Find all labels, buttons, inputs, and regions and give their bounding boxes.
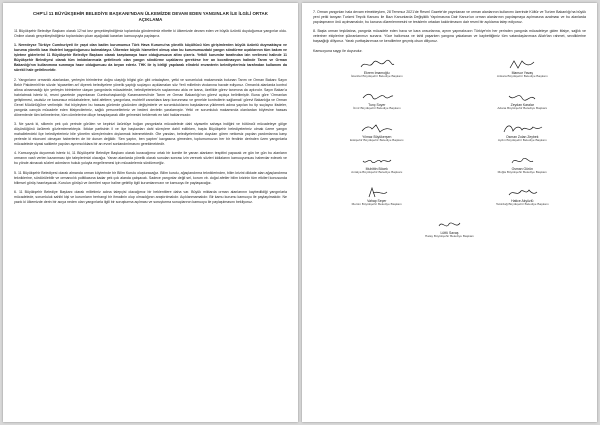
signature-item [313, 186, 441, 216]
handwritten-signature-icon [347, 186, 407, 199]
signatory-role: İstanbul Büyükşehir Belediye Başkanı [350, 74, 403, 79]
signatory-name: Yılmaz Büyükerşen [362, 134, 392, 139]
paragraph-2: 2. Yangınların ormanlık alanlardan, yerleşim birimlerine doğru ulaştığı bilgisi gün gibi ortadayken, yetki ve sorumluluk makamında bulunan Tarım ve Orman Bakanı Sayın Bekir Pakdemirli'nin sözde 'siyasetten ari' diyerek belediyelere yönelik yaptığı suçlayıcı açıklamaları söz Yerli milletinin vicdanına havale ediyoruz. Ormanlık alanlarda kontrol altına alınamadığı için yerleşim birimlerine ulaşan yangınlarla mücadelede, belediyelerimizin suçlanması akla ve izana, özellikle görev tanımına da aykırıdır. Sayın Bakan'a hatırlatmak isteriz ki, resmi gazetede yayımlanan Cumhurbaşkanlığı Kararnamesi'nde Tarım ve Orman Bakanlığı'nın görevi açıkça belirtilmiştir. Buna göre 'Ormanları geliştirmesi, usulsüz ve kanunsuz müdahalelere, tabii afetlere, yangınlara, muhtelif zararlılara karşı korunması ve genelde kontrollerin sağlamak' görevi Bakanlığa ve Orman Genel Müdürlüğü'ne verilmiştir. Hal böyleyken bu hassas günlerde gücünden değişimlerle ve sorumluluklarını başkalarına yüklemek adına yapılan bu tip suçlayıcı ifadeler, yangınla canıyla mücadele eden itfaiyecilerimiz, sağlık personellerimiz ve bedeni devletin yaralamıştır. Yetki ve sorumluluk makamında olanlardan böylesine hassas dönemlerde tüm kelimelerine, tüm cümlelerine dikçe hesaplayarak dille gelmesini beklemek en tabi haklarımızdır. [14, 77, 287, 117]
paragraph-8: 8. Başta orman teşkilatına, yangınla mücadele eden hava ve kara unsurlarına, ayrım yapmaksızın Türkiye'nin her yerinden yangınla mücadeleye giden itfaiye, sağlık ve veteriner ekiplerine şükranlarımızı sunarız. Yüce halkımıza ve tahli yaşarken yangına yakalanan ve kaybettiğimiz tüm vatandaşlarımıza Allah'tan rahmet, sevdiklerine başsağlığı diliyoruz. Yaralı yurttaşlarımıza ve kendilerine geçmiş olsun diliyoruz. [313, 29, 586, 44]
handwritten-signature-icon [347, 122, 407, 135]
handwritten-signature-icon [347, 90, 407, 103]
signatory-role: İzmir Büyükşehir Belediye Başkanı [352, 106, 401, 111]
signature-item [459, 90, 587, 120]
paragraph-1: 1. Neredeyse Türkiye Cumhuriyeti ile yaşıt olan kadim kurumumuz Türk Hava Kurumu'na yönelik küçültücü tüm girişimlerden büyük üzüntü duymaktayız ve kuruma yönelik bazı ifadeleri kaygıdoğurucu bulmaktayız. Ülkemize büyük hizmetleri olmuş olan bu kurumumuzdaki yangın söndürme uçaklarının tüm bakım ve işletme giderlerini 11 Büyükşehir Belediye Başkanı olarak karşılamaya hazır olduğumuzun altını çizeriz. Yetkili kurumlar tarafından izin verilmesi halinde 11 Büyükşehir Belediyesi olarak tüm imkânlarımızla getirilecek olan yangın söndürme uçaklarını gerekirse her an koordinasyon halinde Tarım ve Orman Bakanlığı'nın kullanımına sunmaya hazır olduğumuzu da beyan ederiz. THK ile iş birliği yapılarak elindeki envanterin belediyelerimiz tarafından kullanımı da sürekli hale getirilecektir. [14, 43, 287, 73]
signatory-role: Adana Büyükşehir Belediye Başkanı [497, 106, 548, 111]
handwritten-signature-icon [492, 122, 552, 135]
handwritten-signature-icon [492, 154, 552, 167]
signatory-role: Eskişehir Büyükşehir Belediye Başkanı [350, 138, 404, 143]
paragraph-6: 6. 11 Büyükşehir Belediye Başkanı olarak milletimiz adına talepçisi olacağımız bir beklentilere daha var. Büyük miktarda orman alanlarının kaybedildiği yangınlarla mücadelede, sorumluluk sahibi kişi ve kurumların herhangi bir ihmalinin olup olmadığının araştırılmalıdır. Açıklanmamalıdır. Bir kamu kurumu kamuoyu ile paylaşılmalıdır. Ne yazık ki ülkemizde derin bir acıya neden olan yangınlarla ilgili bir soruşturma açılması ve soruşturma sonuçlarının kamuoyu ile paylaşılmasını bekliyoruz. [14, 189, 287, 204]
left-page [3, 3, 298, 422]
handwritten-signature-icon [347, 154, 407, 167]
signatory-name: Tunç Soyer [368, 102, 386, 107]
signatory-name: Ekrem İmamoğlu [363, 70, 390, 75]
signature-item [459, 186, 587, 216]
signatory-name: Lütfü Savaş [440, 230, 459, 235]
signatory-role: Mersin Büyükşehir Belediye Başkanı [351, 202, 402, 207]
signature-item [459, 154, 587, 184]
signatory-role: Muğla Büyükşehir Belediye Başkanı [497, 170, 547, 175]
signature-item [313, 58, 441, 88]
signatory-name: Hatice Akyüzlü [511, 198, 534, 203]
signature-block [313, 58, 586, 248]
signatory-role: Ankara Büyükşehir Belediye Başkanı [496, 74, 548, 79]
document-title: CHP'Lİ 11 BÜYÜKŞEHİR BELEDİYE BAŞKANI'NDAN ÜLKEMİZDE DEVAM EDEN YANGINLAR İLE İLGİLİ ORTAK AÇIKLAMA [33, 11, 268, 22]
handwritten-signature-icon [347, 58, 407, 71]
signatory-name: Osman Gürün [511, 166, 533, 171]
signatory-name: Vahap Seçer [367, 198, 387, 203]
signatory-name: Muhittin Böcek [365, 166, 388, 171]
signatory-name: Osman Zolan Zeybek [506, 134, 539, 139]
handwritten-signature-icon [420, 218, 480, 231]
signatory-name: Mansur Yavaş [511, 70, 533, 75]
handwritten-signature-icon [492, 90, 552, 103]
paragraph-5: 5. 11 Büyükşehir Belediyesi olarak almanda orman köylerinde bir Bilim Kurulu oluşturacağız. Bilim kurulu, ağaçlandırma tekniklerinden, bilim krizini dikkate alan ağaçlandırma tekniklerine, sürdürülebilir ve ormancılık politikasına kadar pek çok alanda çalışacak. Sadece yangınlar değil sel, korum vb. doğal afetler bilim krizinin tüm etkileri konusunda bilimsel görüş hazırlayacak. Kurulun görüşü ve önerileri rapor haline getirilip ilgili kurumlarımızın ve kamuoyu ile paylaşacağız. [14, 170, 287, 185]
paragraph-4: 4. Kamuoyuyla duyurmak isteriz ki, 11 Büyükşehir Belediye Başkanı olarak kuracağımız ortak bir komite ile yanan alanların tespitini yapacak ve gün be gün bu alanların ormanın vasfı verlen kazanması için taleplerimizi olacağız. Yanan alanlarda yönelik olarak sunulan sonrası izin verecek sözleri iddialarını kamuoyumuzu haberdar edecek ve bu yönde alınacak sözleri adımların hukuk yoluyla engellenmesi için mücadelemiz sürdüreceğiz. [14, 151, 287, 166]
signature-item [459, 122, 587, 152]
signatory-role: Aydın Büyükşehir Belediye Başkanı [497, 138, 547, 143]
signature-item [313, 154, 441, 184]
signature-item [459, 58, 587, 88]
signatory-role: Antalya Büyükşehir Belediye Başkanı [351, 170, 403, 175]
signatory-role: Tekirdağ Büyükşehir Belediye Başkanı [495, 202, 549, 207]
paragraph-3: 3. Ne yazık ki, silkenin pek çok yerinde görülen ve kepinizi üzüntüye boğan yangınlarla mücadelede dahi siyasetin sahaya indiğini ve bütüncül mücadeleye gölge düşürdüğünü üzülerek gözlemlemekteyiz. İktidar partisinin il ve ilçe başkanları dahi süreçlere dahil edilirken, başta Büyükşehir belediyelerimiz olmak üzere yangın mahallelerdeki ilçe belediyelerimiz bile yönetim süreçlerinden dışlanmak istenmektedir. Öte yandan, belediyelerimizin duyuları gören neticesiz yapılan yardımlarına karşı yerlerde ki ekonomi olmayan haberlerim de bir durum değildir. 'Sen yaptın, ben yaptım' kavgasına girmeden, toplumumuzun her bir ferdinin derinden üzen yangınlarla mücadelede siyasi saiklerle yapılan ayırımcılıklara bir an evvel sonlandırılmasını gereklmektedir. [14, 121, 287, 147]
handwritten-signature-icon [492, 58, 552, 71]
signatory-name: Zeydan Karalar [510, 102, 534, 107]
signatory-role: Hatay Büyükşehir Belediye Başkanı [424, 234, 474, 239]
right-page [302, 3, 597, 422]
intro-paragraph: 11 Büyükşehir Belediye Başkanı olarak 12'nci kez gerçekleştirdiğimiz toplantıda gündemimiz elbette ki ülkemizde devam eden ve büyük üzüntü duyduğumuz yangınlar oldu. Online olarak gerçekleştirdiğimiz toplantıdan çıkan aşağıdaki kararları kamuoyuyla paylaşırız. [14, 28, 287, 38]
closing-line: Kamuoyuna saygı ile duyurulur. [313, 48, 363, 53]
signature-item [313, 90, 441, 120]
paragraph-7: 7. Orman yangınları hala devam etmekteyken, 28 Temmuz 2021'de Resmî Gazete'de yayınlanan ve orman alanlarının kullanımı üzerinde Kültür ve Turizm Bakanlığı'na büyük yeni yetki tanıyan Turizmi Teşvik Kanunu ile Bazı Kanunlarda Değişiklik Yapılmasına Dair Kanun'un orman alanlarının yapılaşmaya açılmasına azalması ve bu alanlarda yapılaşmanın önü açılmamalıdır, bu kanuna düzenlenmesini ve tesislerin ortadan kaldırılmasını dair resmi bir açıklama talep ediyoruz. [313, 10, 586, 25]
handwritten-signature-icon [492, 186, 552, 199]
signature-item [313, 122, 441, 152]
signature-item [313, 218, 586, 248]
